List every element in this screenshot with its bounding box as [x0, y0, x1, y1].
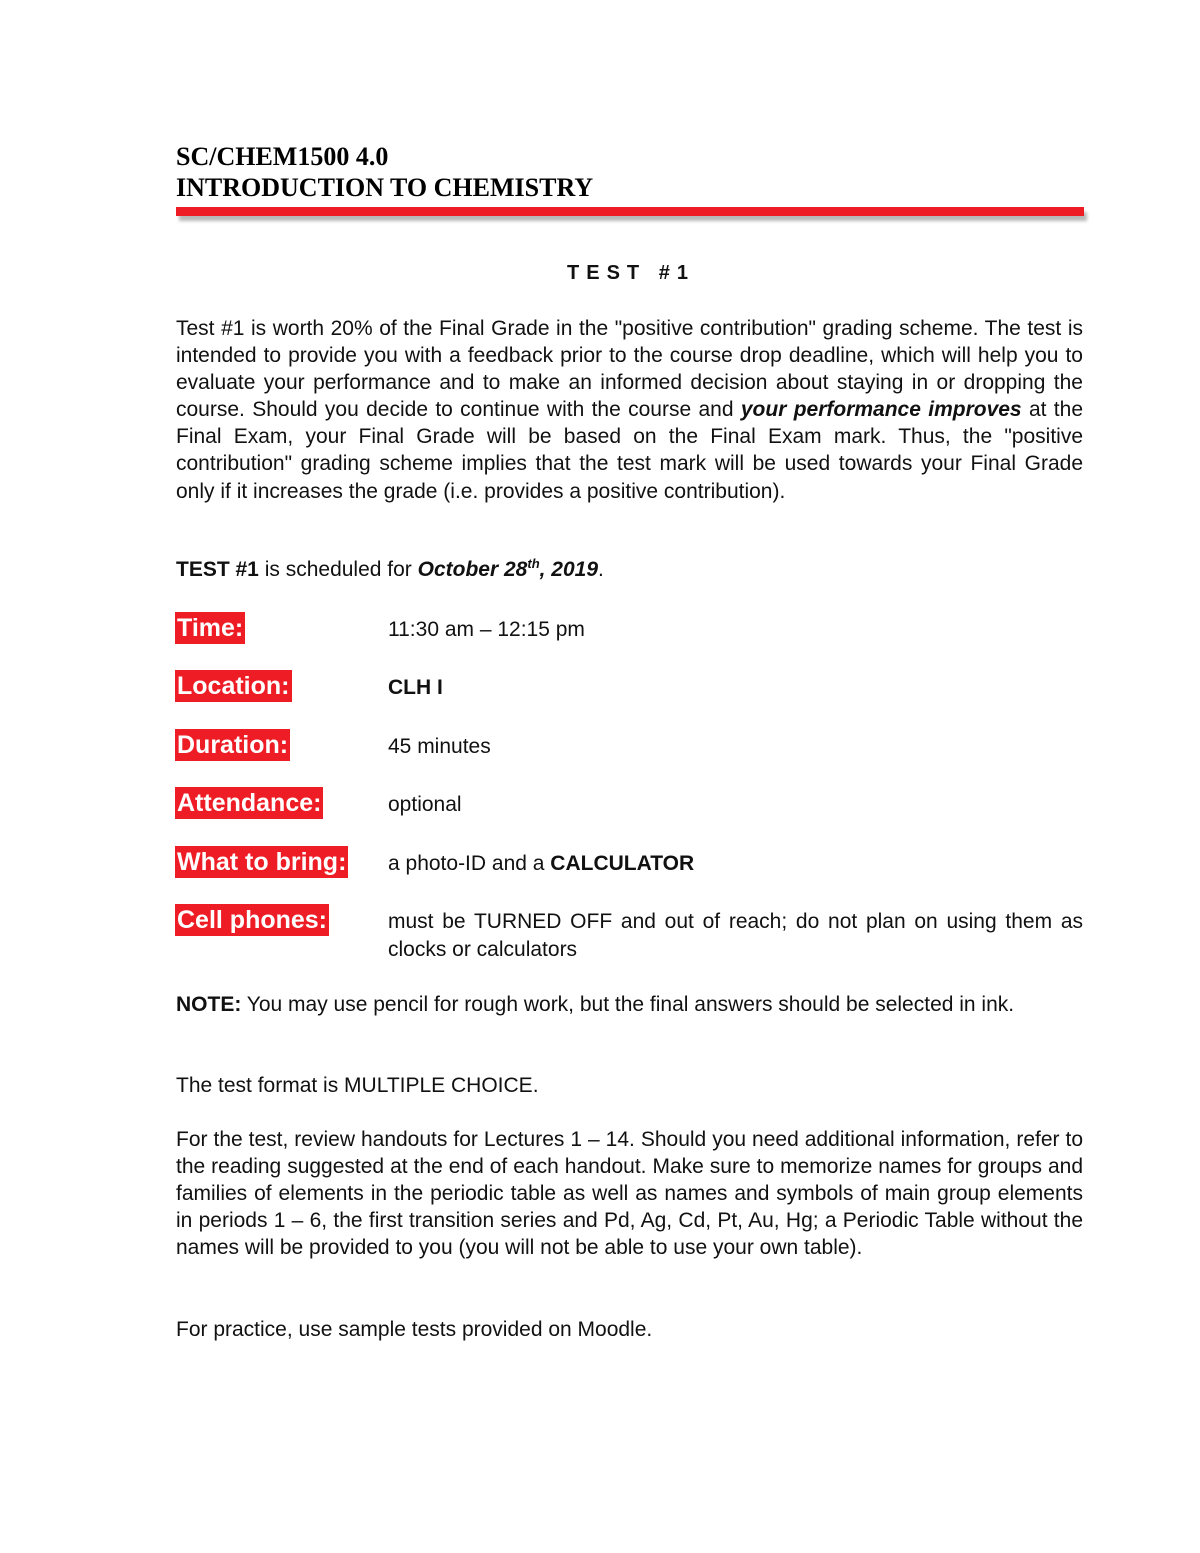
note-text: You may use pencil for rough work, but the final answers should be selected in ink.	[241, 993, 1015, 1016]
header-divider	[176, 207, 1084, 216]
attendance-value: optional	[388, 793, 462, 816]
note-paragraph	[176, 991, 1083, 1018]
schedule-date-main: October 28	[417, 558, 528, 581]
schedule-date	[418, 558, 598, 581]
calculator-text: CALCULATOR	[550, 852, 695, 875]
schedule-line	[176, 556, 604, 583]
time-label: Time:	[177, 614, 244, 642]
location-label: Location:	[177, 672, 290, 700]
duration-label: Duration:	[177, 731, 289, 759]
page-title: TEST #1	[567, 262, 695, 284]
review-paragraph: For the test, review handouts for Lectures 1 – 14. Should you need additional information, refer to the reading suggested at the end of each handout. Make sure to memorize names for groups and families of elements in the periodic table as well as names and symbols of main group elements in periods 1 – 6, the first transition series and Pd, Ag, Cd, Pt, Au, Hg; a Periodic Table without the names will be provided to you (you will not be able to use your own table).	[176, 1128, 1083, 1260]
intro-text-part1: Test #1 is worth 20% of the Final Grade in the "positive contribution" grading scheme. The test is intended to provide you with a feedback prior to the course drop deadline, which will help you to evaluate your performance and to make an informed decision about staying in or dropping the course. Should you decide to continue with the course and	[176, 317, 1083, 422]
schedule-date-year: , 2019	[539, 558, 599, 581]
cell-phones-value: must be TURNED OFF and out of reach; do not plan on using them as clocks or calculators	[388, 910, 1083, 961]
what-to-bring-value	[388, 850, 694, 878]
attendance-label: Attendance:	[177, 789, 322, 817]
location-value: CLH I	[388, 676, 443, 699]
cell-phones-label: Cell phones:	[177, 906, 328, 934]
duration-value: 45 minutes	[388, 735, 491, 758]
schedule-date-sup: th	[527, 556, 540, 571]
what-to-bring-label: What to bring:	[177, 848, 347, 876]
schedule-end: .	[598, 558, 604, 581]
format-paragraph: The test format is MULTIPLE CHOICE.	[176, 1074, 539, 1097]
schedule-lead: TEST #1	[176, 558, 259, 581]
course-title: INTRODUCTION TO CHEMISTRY	[176, 173, 594, 202]
practice-paragraph: For practice, use sample tests provided on Moodle.	[176, 1318, 653, 1341]
course-code: SC/CHEM1500 4.0	[176, 142, 389, 171]
course-header	[176, 141, 593, 203]
intro-text-part2: at the Final Exam, your Final Grade will be based on the Final Exam mark. Thus, the "positive contribution" grading scheme implies that the test mark will be used towards your Final Grade only if it increases the grade (i.e. provides a positive contribution).	[176, 398, 1083, 503]
time-value: 11:30 am – 12:15 pm	[388, 618, 585, 641]
schedule-middle: is scheduled for	[258, 558, 418, 581]
note-label: NOTE:	[176, 993, 242, 1016]
what-to-bring-prefix: a photo-ID and a	[388, 852, 551, 875]
intro-emphasis: your performance improves	[740, 398, 1022, 422]
intro-paragraph	[176, 315, 1083, 505]
